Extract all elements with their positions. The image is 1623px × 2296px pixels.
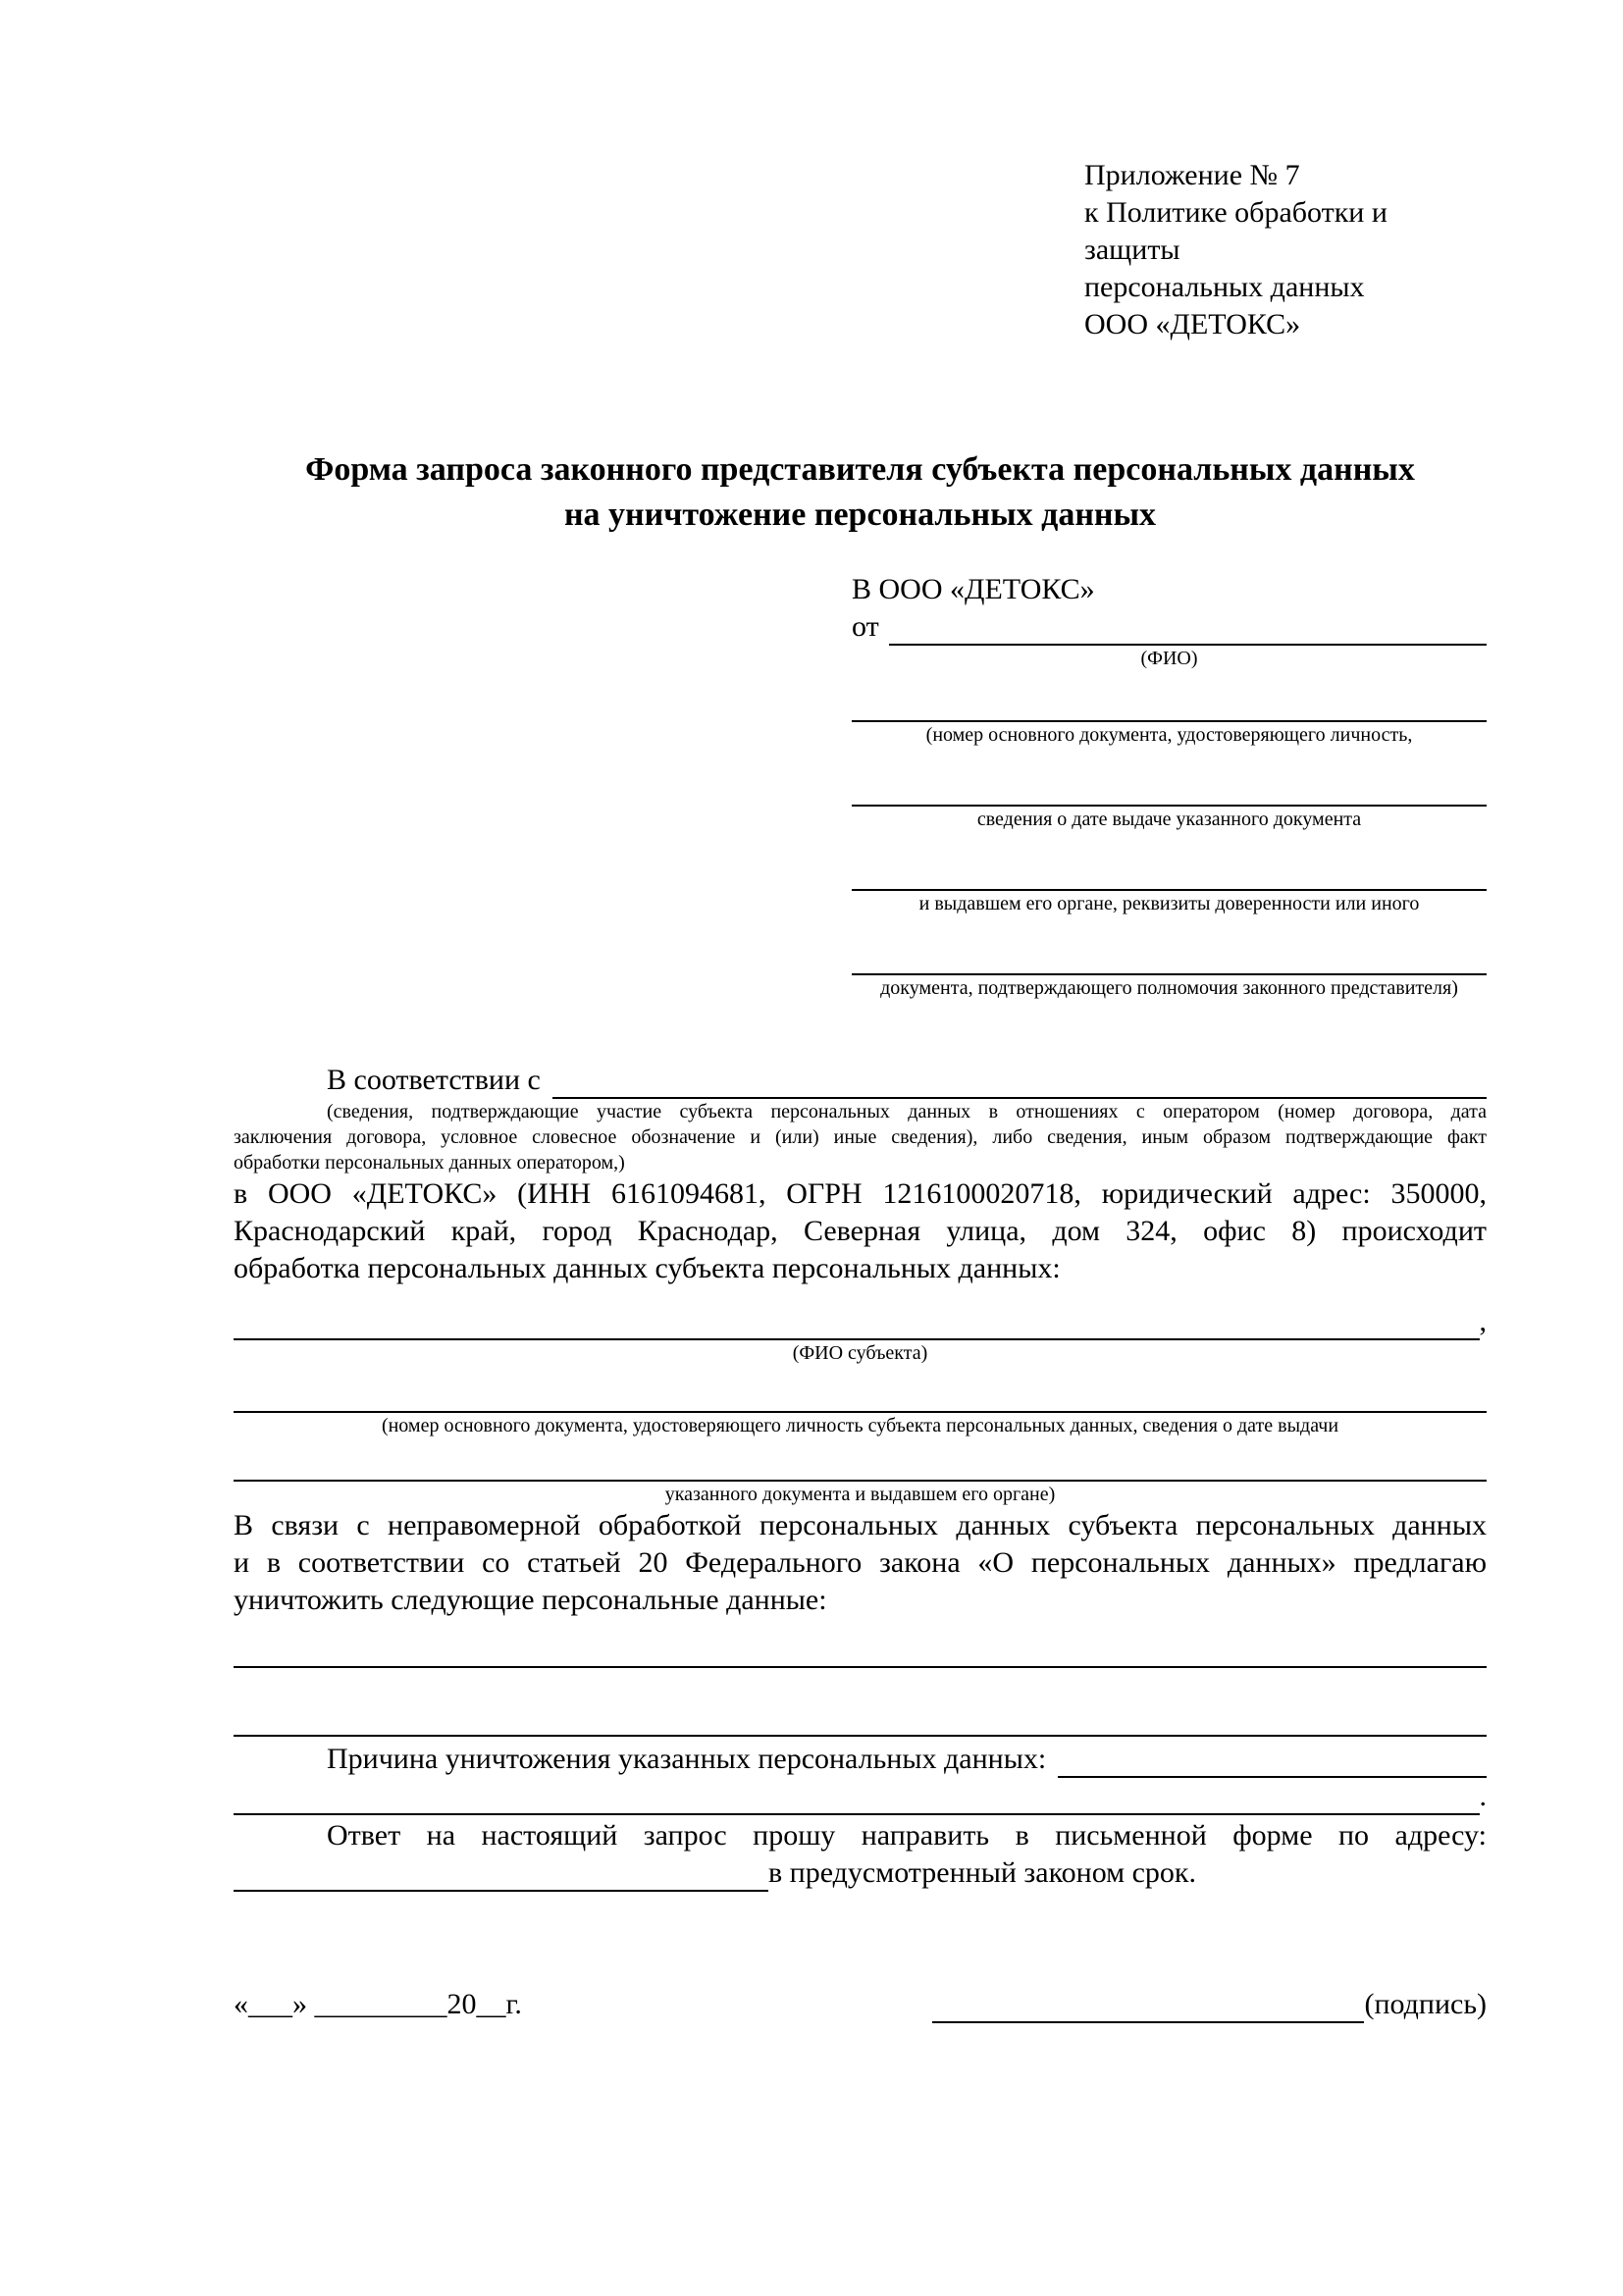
operator-paragraph-line2: Краснодарский край, город Краснодар, Северная улица, дом 324, офис 8) происходит: [234, 1215, 1487, 1247]
request-paragraph-line1: В связи с неправомерной обработкой персональных данных субъекта персональных данных: [234, 1509, 1487, 1541]
addressee-from-row: [852, 608, 1487, 646]
accordance-note-line1: (сведения, подтверждающие участие субъекта персональных данных в отношениях с оператором (номер договора, дата: [327, 1101, 1487, 1122]
representative-doc-line-3[interactable]: [852, 869, 1487, 891]
reply-address-line[interactable]: [234, 1860, 768, 1892]
signature-row: [234, 1986, 1487, 2023]
reason-label: Причина уничтожения указанных персональных данных:: [327, 1743, 1047, 1775]
representative-doc-caption-4: документа, подтверждающего полномочия законного представителя): [880, 977, 1458, 999]
request-paragraph-line3: уничтожить следующие персональные данные:: [234, 1584, 827, 1616]
fio-caption: (ФИО): [1140, 648, 1198, 669]
subject-fio-caption: (ФИО субъекта): [792, 1342, 928, 1364]
signature-caption: (подпись): [1364, 1988, 1487, 2020]
document-title-line1: Форма запроса законного представителя субъекта персональных данных: [305, 451, 1415, 488]
accordance-row: [234, 1062, 1487, 1099]
representative-doc-line-1[interactable]: [852, 701, 1487, 722]
comma-after-line: ,: [1479, 1305, 1487, 1337]
request-paragraph-line2: и в соответствии со статьей 20 Федерального закона «О персональных данных» предлагаю: [234, 1546, 1487, 1579]
subject-doc-line-2[interactable]: [234, 1460, 1487, 1482]
signature-group: [932, 1986, 1487, 2023]
from-label: от: [852, 610, 879, 643]
addressee-block: [852, 571, 1487, 1001]
date-blank[interactable]: «___» _________20__г.: [234, 1988, 522, 2020]
operator-paragraph: [234, 1175, 1487, 1287]
operator-paragraph-line3: обработка персональных данных субъекта персональных данных:: [234, 1252, 1061, 1284]
subject-doc-line-1[interactable]: [234, 1391, 1487, 1413]
request-paragraph: [234, 1507, 1487, 1619]
reply-request-line: Ответ на настоящий запрос прошу направить в письменной форме по адресу:: [327, 1819, 1487, 1852]
representative-doc-line-2[interactable]: [852, 785, 1487, 807]
reply-tail: в предусмотренный законом срок.: [768, 1856, 1196, 1889]
addressee-to: В ООО «ДЕТОКС»: [852, 573, 1095, 605]
subject-doc-caption-2: указанного документа и выдавшем его органе): [664, 1484, 1056, 1505]
accordance-label: В соответствии с: [327, 1064, 541, 1096]
representative-fio-line[interactable]: [889, 614, 1487, 646]
accordance-blank-line[interactable]: [552, 1068, 1487, 1099]
appendix-number: Приложение № 7: [1084, 159, 1300, 191]
reason-continuation-row: [234, 1778, 1487, 1815]
accordance-note: [234, 1099, 1487, 1175]
document-title-line2: на уничтожение персональных данных: [563, 496, 1157, 533]
representative-doc-caption-1: (номер основного документа, удостоверяющего личность,: [925, 724, 1413, 746]
appendix-company: ООО «ДЕТОКС»: [1084, 308, 1301, 340]
reply-address-row: [234, 1854, 1487, 1892]
document-title: [234, 447, 1487, 538]
period-after-line: .: [1479, 1780, 1487, 1812]
representative-doc-line-4[interactable]: [852, 954, 1487, 975]
reason-blank-line[interactable]: [1058, 1747, 1487, 1778]
accordance-note-line3: обработки персональных данных оператором,): [234, 1152, 625, 1174]
subject-fio-row: [234, 1303, 1487, 1340]
representative-doc-caption-3: и выдавшем его органе, реквизиты доверенности или иного: [918, 893, 1420, 914]
representative-doc-caption-2: сведения о дате выдаче указанного документа: [976, 809, 1362, 830]
data-to-destroy-line-1[interactable]: [234, 1646, 1487, 1668]
subject-fio-line[interactable]: [234, 1309, 1480, 1340]
operator-paragraph-line1: в ООО «ДЕТОКС» (ИНН 6161094681, ОГРН 1216100020718, юридический адрес: 350000,: [234, 1177, 1487, 1210]
data-to-destroy-line-2[interactable]: [234, 1715, 1487, 1737]
reason-continuation-line[interactable]: [234, 1784, 1480, 1815]
appendix-policy-line2: персональных данных: [1084, 271, 1365, 303]
accordance-note-line2: заключения договора, условное словесное обозначение и (или) иные сведения), либо сведения, иным образом подтверждающие факт: [234, 1126, 1487, 1148]
appendix-policy-line1: к Политике обработки и защиты: [1084, 196, 1387, 266]
document-content: [234, 157, 1487, 2023]
signature-line[interactable]: [932, 1992, 1364, 2023]
appendix-header: [1084, 157, 1487, 343]
reason-row: [234, 1741, 1487, 1778]
subject-doc-caption-1: (номер основного документа, удостоверяющего личность субъекта персональных данных, сведения о дате выдачи: [381, 1415, 1339, 1436]
